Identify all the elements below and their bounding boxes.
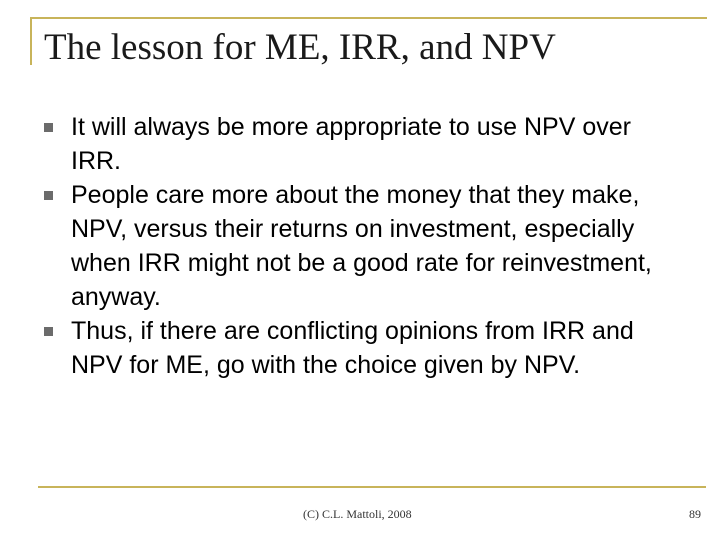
bullet-list xyxy=(44,110,684,382)
bullet-item xyxy=(44,178,684,314)
bottom-frame-line xyxy=(38,486,706,488)
bullet-text: It will always be more appropriate to use NPV over IRR. xyxy=(71,113,631,175)
square-bullet-icon xyxy=(44,327,53,336)
top-frame-line xyxy=(30,17,707,19)
bullet-item xyxy=(44,110,684,178)
left-frame-line xyxy=(30,17,32,65)
square-bullet-icon xyxy=(44,191,53,200)
bullet-text: Thus, if there are conflicting opinions from IRR and NPV for ME, go with the choice given by NPV. xyxy=(71,317,634,379)
square-bullet-icon xyxy=(44,123,53,132)
page-number: 89 xyxy=(689,507,701,521)
footer-copyright: (C) C.L. Mattoli, 2008 xyxy=(303,507,412,521)
bullet-item xyxy=(44,314,684,382)
slide-title: The lesson for ME, IRR, and NPV xyxy=(44,27,556,68)
bullet-text: People care more about the money that they make, NPV, versus their returns on investment, especially when IRR might not be a good rate for reinvestment, anyway. xyxy=(71,181,652,311)
